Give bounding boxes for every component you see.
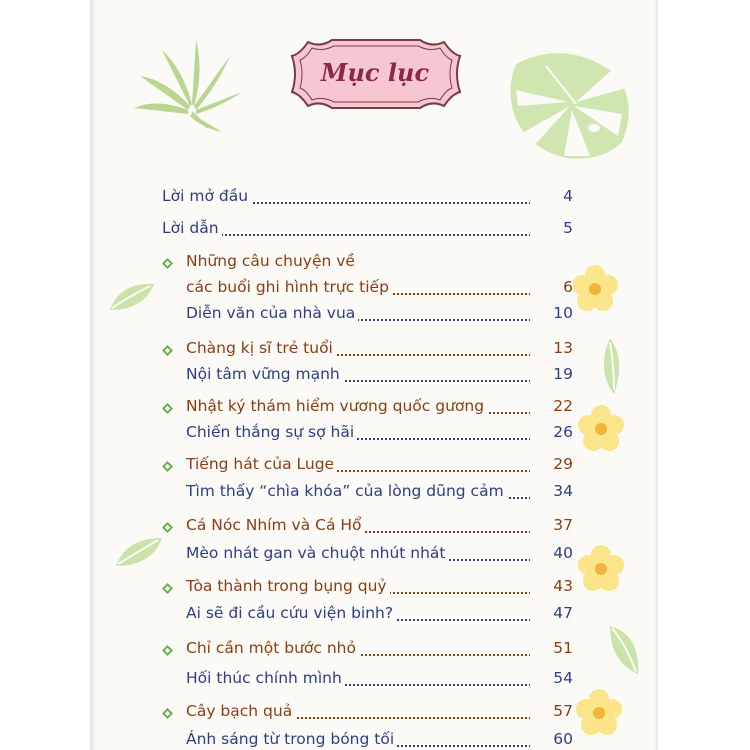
toc-chapter-row xyxy=(96,513,654,543)
toc-page-number: 5 xyxy=(530,219,573,237)
toc-section-row xyxy=(96,420,654,450)
toc-entry-title: các buổi ghi hình trực tiếp xyxy=(186,278,392,296)
toc-section-row xyxy=(96,601,654,631)
toc-chapter-row xyxy=(96,699,654,729)
toc-entry-title: Tòa thành trong bụng quỷ xyxy=(186,577,390,595)
toc-entry-title: Ai sẽ đi cầu cứu viện binh? xyxy=(186,604,396,622)
toc-entry-title: Chàng kị sĩ trẻ tuổi xyxy=(186,339,336,357)
toc-page-number: 51 xyxy=(530,639,573,657)
toc-page-number: 40 xyxy=(530,544,573,562)
toc-page-number: 29 xyxy=(530,455,573,473)
toc-entry-title: Lời dẫn xyxy=(162,219,222,237)
toc-entry-title: Hối thúc chính mình xyxy=(186,669,345,687)
toc-page-number: 37 xyxy=(530,516,573,534)
toc-page-number: 57 xyxy=(530,702,573,720)
toc-chapter-row xyxy=(96,636,654,666)
diamond-bullet-icon xyxy=(162,345,173,356)
diamond-bullet-icon xyxy=(162,583,173,594)
toc-section-row xyxy=(96,362,654,392)
toc-page-number: 26 xyxy=(530,423,573,441)
monstera-leaf-icon xyxy=(506,44,636,164)
toc-section-row xyxy=(96,479,654,509)
toc-entry-title: Cây bạch quả xyxy=(186,702,295,720)
page-title: Mục lục xyxy=(320,58,430,87)
toc-entry-title: Nội tâm vững mạnh xyxy=(186,365,343,383)
dot-leader xyxy=(162,234,566,236)
toc-page-number: 22 xyxy=(530,397,573,415)
toc-section-row xyxy=(96,301,654,331)
toc-chapter-row xyxy=(96,452,654,482)
toc-entry-title: Mèo nhát gan và chuột nhút nhát xyxy=(186,544,449,562)
toc-section-row xyxy=(96,216,654,246)
diamond-bullet-icon xyxy=(162,645,173,656)
diamond-bullet-icon xyxy=(162,461,173,472)
toc-entry-title: Ánh sáng từ trong bóng tối xyxy=(186,730,397,748)
diamond-bullet-icon xyxy=(162,522,173,533)
toc-page-number: 43 xyxy=(530,577,573,595)
toc-entry-title: Lời mở đầu xyxy=(162,187,251,205)
toc-entry-title: Diễn văn của nhà vua xyxy=(186,304,358,322)
toc-page-number: 6 xyxy=(530,278,573,296)
toc-entry-title: Những câu chuyện về xyxy=(186,252,358,270)
diamond-bullet-icon xyxy=(162,258,173,269)
toc-entry-title: Cá Nóc Nhím và Cá Hổ xyxy=(186,516,365,534)
toc-page-number: 47 xyxy=(530,604,573,622)
toc-chapter-row xyxy=(96,574,654,604)
book-page xyxy=(96,0,654,750)
toc-section-row xyxy=(96,541,654,571)
toc-page-number: 60 xyxy=(530,730,573,748)
toc-page-number: 34 xyxy=(530,482,573,500)
toc-page-number: 19 xyxy=(530,365,573,383)
toc-entry-title: Chỉ cần một bước nhỏ xyxy=(186,639,359,657)
toc-page-number: 54 xyxy=(530,669,573,687)
diamond-bullet-icon xyxy=(162,403,173,414)
toc-entry-title: Nhật ký thám hiểm vương quốc gương xyxy=(186,397,487,415)
toc-section-row xyxy=(96,727,654,750)
toc-entry-title: Tìm thấy “chìa khóa” của lòng dũng cảm xyxy=(186,482,507,500)
toc-section-row xyxy=(96,666,654,696)
toc-page-number: 10 xyxy=(530,304,573,322)
toc-entry-title: Tiếng hát của Luge xyxy=(186,455,337,473)
toc-page-number: 4 xyxy=(530,187,573,205)
diamond-bullet-icon xyxy=(162,708,173,719)
page-edge-right xyxy=(654,0,658,750)
toc-section-row xyxy=(96,184,654,214)
toc-page-number: 13 xyxy=(530,339,573,357)
toc-entry-title: Chiến thắng sự sợ hãi xyxy=(186,423,357,441)
